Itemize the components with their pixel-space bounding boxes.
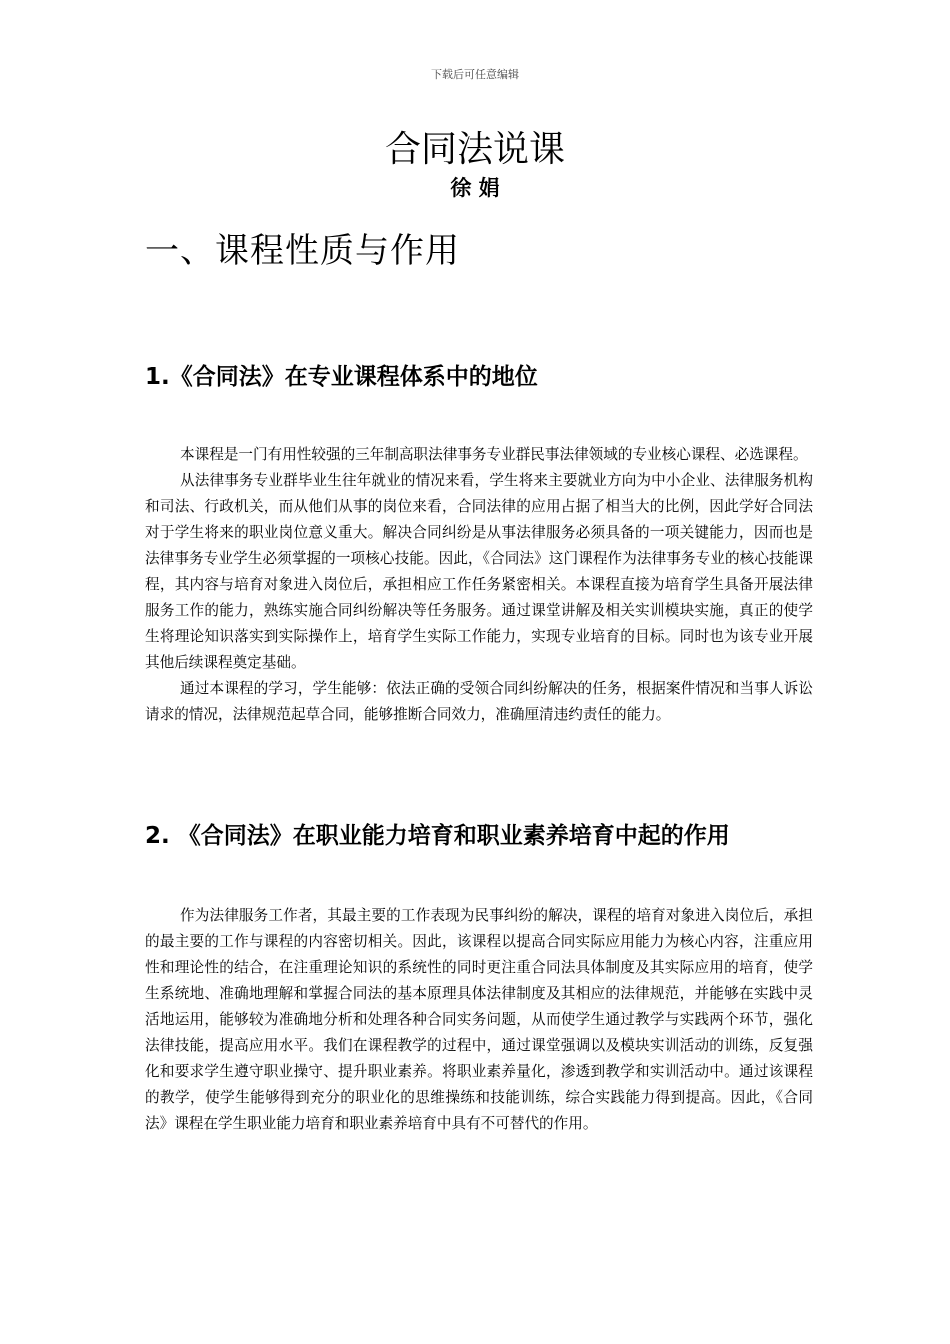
section-1-body bbox=[145, 442, 813, 728]
section-2-heading: 2. 《合同法》在职业能力培育和职业素养培育中起的作用 bbox=[145, 823, 730, 849]
section-1-paragraph-3: 通过本课程的学习，学生能够：依法正确的受领合同纠纷解决的任务，根据案件情况和当事人诉讼请求的情况，法律规范起草合同，能够推断合同效力，准确厘清违约责任的能力。 bbox=[145, 680, 813, 723]
section-1-paragraph-1: 本课程是一门有用性较强的三年制高职法律事务专业群民事法律领域的专业核心课程、必选课程。 bbox=[180, 446, 808, 463]
document-title: 合同法说课 bbox=[384, 129, 565, 170]
section-2-body bbox=[145, 903, 813, 1137]
section-1-heading: 1.《合同法》在专业课程体系中的地位 bbox=[145, 364, 538, 390]
section-1-paragraph-2: 从法律事务专业群毕业生往年就业的情况来看，学生将来主要就业方向为中小企业、法律服务机构和司法、行政机关，而从他们从事的岗位来看，合同法律的应用占据了相当大的比例，因此学好合同法对于学生将来的职业岗位意义重大。解决合同纠纷是从事法律服务必须具备的一项关键能力，因而也是法律事务专业学生必须掌握的一项核心技能。因此，《合同法》这门课程作为法律事务专业的核心技能课程，其内容与培育对象进入岗位后，承担相应工作任务紧密相关。本课程直接为培育学生具备开展法律服务工作的能力，熟练实施合同纠纷解决等任务服务。通过课堂讲解及相关实训模块实施，真正的使学生将理论知识落实到实际操作上，培育学生实际工作能力，实现专业培育的目标。同时也为该专业开展其他后续课程奠定基础。 bbox=[145, 472, 813, 671]
chapter-heading: 一、课程性质与作用 bbox=[145, 231, 460, 271]
header-note: 下载后可任意编辑 bbox=[431, 68, 519, 81]
section-2-paragraph-1: 作为法律服务工作者，其最主要的工作表现为民事纠纷的解决，课程的培育对象进入岗位后，承担的最主要的工作与课程的内容密切相关。因此，该课程以提高合同实际应用能力为核心内容，注重应用性和理论性的结合，在注重理论知识的系统性的同时更注重合同法具体制度及其实际应用的培育，使学生系统地、准确地理解和掌握合同法的基本原理具体法律制度及其相应的法律规范，并能够在实践中灵活地运用，能够较为准确地分析和处理各种合同实务问题，从而使学生通过教学与实践两个环节，强化法律技能，提高应用水平。我们在课程教学的过程中，通过课堂强调以及模块实训活动的训练，反复强化和要求学生遵守职业操守、提升职业素养。将职业素养量化，渗透到教学和实训活动中。通过该课程的教学，使学生能够得到充分的职业化的思维操练和技能训练，综合实践能力得到提高。因此，《合同法》课程在学生职业能力培育和职业素养培育中具有不可替代的作用。 bbox=[145, 907, 813, 1132]
document-author: 徐 娟 bbox=[450, 176, 500, 200]
